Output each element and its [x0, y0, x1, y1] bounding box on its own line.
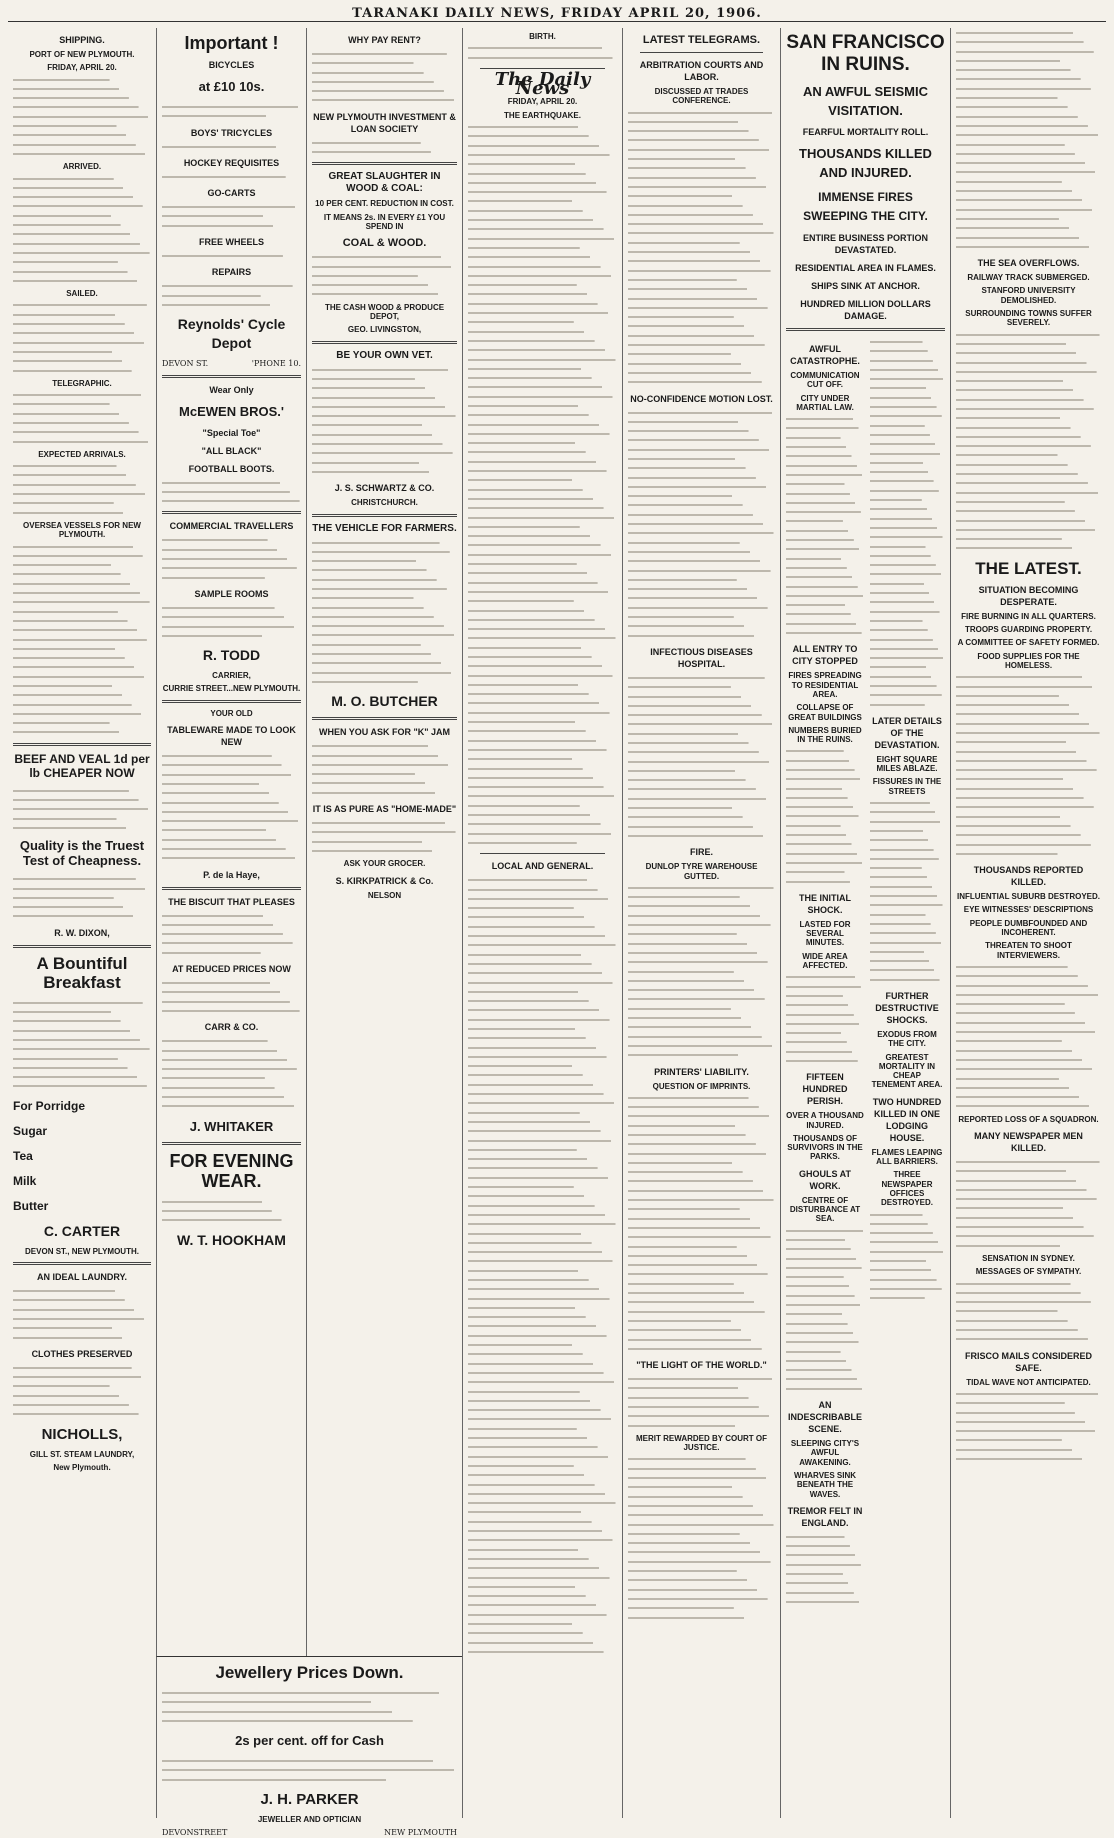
- biscuit-heading: THE BISCUIT THAT PLEASES: [168, 896, 295, 907]
- sailed-heading: SAILED.: [66, 289, 98, 299]
- phone-label: 'PHONE 10.: [251, 359, 301, 369]
- newspaper-text: [956, 1157, 1101, 1250]
- expected-text: [13, 461, 151, 517]
- divider: [13, 945, 151, 948]
- wheels-heading: FREE WHEELS: [198, 237, 264, 248]
- troops-heading: TROOPS GUARDING PROPERTY.: [964, 625, 1093, 635]
- arbitration-heading: ARBITRATION COURTS AND LABOR.: [639, 60, 764, 82]
- depot-name: THE CASH WOOD & PRODUCE DEPOT,: [324, 302, 445, 322]
- tableware-text: [162, 751, 301, 863]
- mcewen-heading: McEWEN BROS.': [179, 403, 284, 419]
- commercial-heading: COMMERCIAL TRAVELLERS: [169, 521, 294, 532]
- divider: [640, 52, 763, 53]
- bicycles-text: [162, 102, 301, 121]
- light-heading: "THE LIGHT OF THE WORLD.": [636, 1360, 767, 1371]
- noconfidence-heading: NO-CONFIDENCE MOTION LOST.: [630, 393, 773, 404]
- entry-text: [786, 746, 864, 885]
- local-text: [468, 875, 617, 1656]
- gocarts-text: [162, 202, 301, 230]
- haye-name: P. de la Haye,: [203, 869, 260, 880]
- earthquake-heading: THE EARTHQUAKE.: [504, 110, 581, 120]
- parker-town: NEW PLYMOUTH: [384, 1828, 457, 1838]
- parker-name: J. H. PARKER: [260, 1791, 359, 1809]
- initial-heading: THE INITIAL SHOCK.: [799, 892, 851, 915]
- ships-headline: SHIPS SINK AT ANCHOR.: [811, 281, 920, 291]
- ownvet-heading: BE YOUR OWN VET.: [336, 349, 433, 361]
- sample-text: [162, 603, 301, 640]
- hundred-headline: HUNDRED MILLION DOLLARS DAMAGE.: [800, 299, 931, 321]
- eyewitness-heading: EYE WITNESSES' DESCRIPTIONS: [963, 905, 1094, 915]
- schwartz-city: CHRISTCHURCH.: [351, 498, 418, 508]
- tremor-heading: TREMOR FELT IN ENGLAND.: [787, 1505, 863, 1528]
- infectious-heading: INFECTIOUS DISEASES HOSPITAL.: [650, 646, 753, 669]
- commercial-text: [162, 535, 301, 581]
- initial-text: [786, 972, 864, 1065]
- allblack-heading: "ALL BLACK": [201, 445, 262, 456]
- surrounding-heading: SURROUNDING TOWNS SUFFER SEVERELY.: [965, 309, 1092, 328]
- evening-heading: FOR EVENING WEAR.: [169, 1150, 294, 1191]
- porridge-label: For Porridge: [13, 1098, 86, 1113]
- important-heading: Important !: [184, 33, 279, 53]
- tea-label: Tea: [13, 1148, 33, 1163]
- daily-news-title: The Daily News: [494, 68, 591, 100]
- column-7: [950, 28, 1106, 1818]
- latest-heading: LATEST TELEGRAMS.: [642, 34, 761, 46]
- parker-sub: JEWELLER AND OPTICIAN: [257, 1815, 362, 1825]
- breakfast-text: [13, 998, 151, 1091]
- beef-ad-text: [13, 786, 151, 832]
- carrier-address: CURRIE STREET...NEW PLYMOUTH.: [162, 684, 301, 694]
- laundry-heading: AN IDEAL LAUNDRY.: [36, 1272, 127, 1283]
- printers-heading: PRINTERS' LIABILITY.: [654, 1066, 749, 1077]
- ask-text: [312, 741, 457, 797]
- threaten-text: [956, 962, 1101, 1111]
- committee-heading: A COMMITTEE OF SAFETY FORMED.: [957, 638, 1100, 648]
- column-3: [306, 28, 462, 1818]
- tremor-text: [786, 1532, 864, 1606]
- percent-text: [162, 1756, 457, 1784]
- telegraphic-heading: TELEGRAPHIC.: [52, 378, 112, 388]
- port-heading: PORT OF NEW PLYMOUTH.: [29, 50, 135, 59]
- later-heading: LATER DETAILS OF THE DEVASTATION.: [872, 715, 942, 750]
- arrived-text: [13, 174, 151, 286]
- sailed-text: [13, 300, 151, 374]
- divider: [162, 511, 301, 514]
- sf-two-col: [786, 337, 945, 1609]
- carr-heading: CARR & CO.: [204, 1022, 259, 1033]
- carter-name: C. CARTER: [43, 1222, 121, 1239]
- newspaper-heading: MANY NEWSPAPER MEN KILLED.: [974, 1130, 1083, 1153]
- tidal-heading: TIDAL WAVE NOT ANTICIPATED.: [966, 1377, 1091, 1387]
- shipping-date: FRIDAY, APRIL 20.: [47, 63, 117, 73]
- hockey-text: [162, 172, 301, 181]
- wheels-text: [162, 251, 301, 260]
- ghouls-heading: GHOULS AT WORK.: [799, 1168, 851, 1191]
- divider: [480, 853, 605, 854]
- wear-heading: Wear Only: [209, 384, 254, 395]
- percent-heading: 2s per cent. off for Cash: [235, 1733, 384, 1749]
- flames-heading: FLAMES LEAPING ALL BARRIERS.: [871, 1147, 943, 1167]
- repairs-heading: REPAIRS: [211, 267, 252, 278]
- merit-text: [628, 1454, 775, 1621]
- sympathy-heading: MESSAGES OF SYMPATHY.: [975, 1267, 1082, 1277]
- catastrophe-text: [786, 414, 864, 637]
- reported-heading: REPORTED LOSS OF A SQUADRON.: [958, 1114, 1099, 1124]
- fissures-text: [870, 798, 944, 984]
- boys-text: [162, 142, 301, 151]
- whypay-text: [312, 49, 457, 105]
- ask-heading: WHEN YOU ASK FOR "K" JAM: [318, 727, 451, 738]
- overflows-text: [956, 330, 1101, 553]
- dunlop-heading: DUNLOP TYRE WAREHOUSE GUTTED.: [645, 862, 758, 881]
- entire-headline: ENTIRE BUSINESS PORTION DEVASTATED.: [802, 233, 928, 255]
- jewellery-text: [162, 1688, 457, 1725]
- divider: [312, 162, 457, 165]
- means-heading: IT MEANS 2s. IN EVERY £1 YOU SPEND IN: [323, 212, 446, 231]
- sugar-label: Sugar: [13, 1123, 48, 1138]
- thousands-headline: THOUSANDS KILLED AND INJURED.: [799, 146, 932, 180]
- divider: [13, 1262, 151, 1265]
- overflows-heading: THE SEA OVERFLOWS.: [977, 258, 1080, 269]
- carrier-label: CARRIER,: [212, 671, 251, 681]
- carter-address: DEVON ST., NEW PLYMOUTH.: [25, 1246, 139, 1256]
- breakfast-heading: A Bountiful Breakfast: [36, 953, 128, 992]
- reduced-text: [162, 978, 301, 1015]
- fire-heading: FIRE.: [689, 847, 713, 858]
- homemade-text: [312, 818, 457, 855]
- divider: [312, 717, 457, 720]
- column-1: [8, 28, 156, 1818]
- parker-street: DEVONSTREET: [162, 1828, 228, 1838]
- frisco-heading: FRISCO MAILS CONSIDERED SAFE.: [964, 1350, 1092, 1373]
- catastrophe-heading: AWFUL CATASTROPHE.: [790, 344, 860, 366]
- parker-footer: [162, 1828, 457, 1837]
- residential-headline: RESIDENTIAL AREA IN FLAMES.: [795, 263, 936, 273]
- kirkpatrick-name: S. KIRKPATRICK & Co.: [335, 875, 434, 886]
- nelson-label: NELSON: [367, 890, 402, 900]
- stanford-heading: STANFORD UNIVERSITY DEMOLISHED.: [981, 286, 1076, 305]
- livingston-name: GEO. LIVINGSTON,: [347, 325, 422, 335]
- quality-text: [13, 874, 151, 920]
- divider: [312, 341, 457, 344]
- bicycles-price: at £10 10s.: [198, 79, 265, 94]
- twohundred-heading: TWO HUNDRED KILLED IN ONE LODGING HOUSE.: [872, 1096, 942, 1143]
- whitaker-name: J. WHITAKER: [189, 1118, 274, 1134]
- carr-text: [162, 1036, 301, 1110]
- football-heading: FOOTBALL BOOTS.: [188, 463, 275, 474]
- printers-text: [628, 1093, 775, 1353]
- butcher-name: M. O. BUTCHER: [331, 693, 438, 710]
- fireburning-heading: FIRE BURNING IN ALL QUARTERS.: [961, 611, 1096, 621]
- dunlop-text: [628, 883, 775, 1060]
- awful-headline: AN AWFUL SEISMIC VISITATION.: [803, 84, 928, 118]
- football-text: [162, 478, 301, 506]
- column-2: [156, 28, 306, 1818]
- editorial-date: FRIDAY, APRIL 20.: [507, 97, 578, 107]
- column-4: [462, 28, 622, 1818]
- nicholls-address: GILL ST. STEAM LAUNDRY,: [29, 1449, 135, 1459]
- grocer-label: ASK YOUR GROCER.: [343, 859, 426, 869]
- merit-heading: MERIT REWARDED BY COURT OF JUSTICE.: [636, 1433, 767, 1453]
- clothes-text: [13, 1363, 151, 1419]
- earthquake-editorial: [468, 122, 617, 847]
- thelatest-heading: THE LATEST.: [975, 558, 1082, 578]
- slaughter-heading: GREAT SLAUGHTER IN WOOD & COAL:: [328, 171, 441, 195]
- society-heading: NEW PLYMOUTH INVESTMENT & LOAN SOCIETY: [313, 111, 456, 134]
- boys-heading: BOYS' TRICYCLES: [190, 127, 273, 138]
- reduction-heading: 10 PER CENT. REDUCTION IN COST.: [315, 199, 454, 209]
- sf-right-text: [870, 337, 944, 709]
- tide-table: [13, 75, 151, 159]
- divider: [13, 743, 151, 746]
- greatest-heading: GREATEST MORTALITY IN CHEAP TENEMENT AREA.: [871, 1052, 943, 1090]
- discussed-heading: DISCUSSED AT TRADES CONFERENCE.: [654, 87, 749, 106]
- whypay-heading: WHY PAY RENT?: [348, 35, 421, 45]
- thousands-reported-heading: THOUSANDS REPORTED KILLED.: [973, 865, 1084, 888]
- column-5: [622, 28, 780, 1818]
- three-heading: THREE NEWSPAPER OFFICES DESTROYED.: [880, 1170, 933, 1208]
- divider: [162, 1142, 301, 1145]
- arrived-heading: ARRIVED.: [62, 162, 102, 172]
- arbitration-text: [628, 108, 775, 387]
- sleeping-heading: SLEEPING CITY'S AWFUL AWAKENING.: [790, 1439, 860, 1467]
- cutoff-heading: COMMUNICATION CUT OFF.: [790, 371, 860, 390]
- society-text: [312, 138, 457, 157]
- immense-headline: IMMENSE FIRES SWEEPING THE CITY.: [803, 190, 928, 223]
- underlaw-heading: CITY UNDER MARTIAL LAW.: [796, 393, 854, 412]
- fearful-headline: FEARFUL MORTALITY ROLL.: [802, 127, 929, 137]
- dumbfounded-heading: PEOPLE DUMBFOUNDED AND INCOHERENT.: [969, 918, 1088, 938]
- fissures-heading: FISSURES IN THE STREETS: [872, 777, 942, 796]
- birth-heading: BIRTH.: [529, 32, 556, 41]
- repairs-text: [162, 281, 301, 309]
- oversea-text: [13, 542, 151, 737]
- situation-heading: SITUATION BECOMING DESPERATE.: [978, 584, 1079, 607]
- shipping-heading: SHIPPING.: [59, 35, 105, 45]
- reynolds-heading: Reynolds' Cycle Depot: [177, 316, 286, 352]
- lasted-heading: LASTED FOR SEVERAL MINUTES.: [799, 919, 851, 948]
- coalwood-heading: COAL & WOOD.: [342, 237, 427, 250]
- spreading-heading: FIRES SPREADING TO RESIDENTIAL AREA.: [788, 671, 862, 699]
- infectious-text: [628, 673, 775, 840]
- vehicle-heading: THE VEHICLE FOR FARMERS.: [312, 522, 457, 534]
- birth-text: [468, 43, 617, 62]
- nicholls-town: New Plymouth.: [53, 1462, 111, 1472]
- column-6: [780, 28, 950, 1818]
- sympathy-text: [956, 1279, 1101, 1344]
- reynolds-footer: [162, 359, 301, 368]
- sensation-heading: SENSATION IN SYDNEY.: [982, 1253, 1075, 1263]
- devon-label: DEVON ST.: [162, 359, 209, 369]
- indescribable-heading: AN INDESCRIBABLE SCENE.: [787, 1400, 862, 1435]
- railway-heading: RAILWAY TRACK SUBMERGED.: [967, 273, 1090, 283]
- schwartz-name: J. S. SCHWARTZ & CO.: [334, 483, 435, 494]
- butter-label: Butter: [13, 1198, 49, 1213]
- over-heading: OVER A THOUSAND INJURED.: [786, 1111, 864, 1130]
- beef-ad-heading: BEEF AND VEAL 1d per lb CHEAPER NOW: [14, 751, 150, 780]
- centre-heading: CENTRE OF DISTURBANCE AT SEA.: [789, 1195, 861, 1224]
- todd-name: R. TODD: [202, 647, 261, 664]
- gocarts-heading: GO-CARTS: [207, 188, 256, 199]
- survivors-heading: THOUSANDS OF SURVIVORS IN THE PARKS.: [787, 1133, 863, 1162]
- hookham-name: W. T. HOOKHAM: [177, 1231, 286, 1248]
- tableware-heading: TABLEWARE MADE TO LOOK NEW: [167, 725, 296, 748]
- fifteen-heading: FIFTEEN HUNDRED PERISH.: [802, 1072, 848, 1107]
- expected-heading: EXPECTED ARRIVALS.: [38, 449, 126, 459]
- divider: [786, 328, 945, 331]
- evening-text: [162, 1197, 301, 1225]
- noconfidence-text: [628, 408, 775, 640]
- reduced-heading: AT REDUCED PRICES NOW: [172, 964, 291, 975]
- divider: [162, 887, 301, 890]
- food-heading: FOOD SUPPLIES FOR THE HOMELESS.: [977, 651, 1080, 670]
- sf-headline: SAN FRANCISCO IN RUINS.: [786, 32, 945, 75]
- tidal-text: [956, 1389, 1101, 1463]
- dixon-name: R. W. DIXON,: [54, 927, 110, 938]
- masthead: TARANAKI DAILY NEWS, FRIDAY APRIL 20, 1906.: [8, 6, 1106, 22]
- latest-text: [956, 672, 1101, 858]
- influential-heading: INFLUENTIAL SUBURB DESTROYED.: [957, 892, 1100, 902]
- quality-heading: Quality is the Truest Test of Cheapness.: [19, 838, 145, 869]
- col7-intro-text: [956, 28, 1101, 251]
- wharves-heading: WHARVES SINK BENEATH THE WAVES.: [793, 1470, 857, 1499]
- clothes-heading: CLOTHES PRESERVED: [31, 1348, 133, 1359]
- telegraphic-text: [13, 390, 151, 446]
- milk-label: Milk: [13, 1173, 37, 1188]
- nicholls-name: NICHOLLS,: [41, 1425, 123, 1443]
- further-text: [870, 1210, 944, 1303]
- sf-left-col: [786, 337, 864, 1609]
- eight-heading: EIGHT SQUARE MILES ABLAZE.: [876, 754, 938, 774]
- vehicle-text: [312, 538, 457, 687]
- question-heading: QUESTION OF IMPRINTS.: [652, 1081, 751, 1091]
- exodus-heading: EXODUS FROM THE CITY.: [877, 1030, 937, 1049]
- divider: [162, 375, 301, 378]
- jewellery-ad: [156, 1656, 462, 1838]
- divider: [312, 514, 457, 517]
- old-label: YOUR OLD: [210, 708, 253, 718]
- entry-heading: ALL ENTRY TO CITY STOPPED: [792, 644, 858, 667]
- threaten-heading: THREATEN TO SHOOT INTERVIEWERS.: [985, 941, 1072, 960]
- sample-heading: SAMPLE ROOMS: [194, 588, 269, 599]
- special-heading: "Special Toe": [202, 427, 261, 438]
- local-heading: LOCAL AND GENERAL.: [491, 861, 594, 872]
- biscuit-text: [162, 911, 301, 957]
- centre-text: [786, 1226, 864, 1393]
- further-heading: FURTHER DESTRUCTIVE SHOCKS.: [875, 991, 939, 1025]
- newspaper-page: [8, 6, 1106, 1838]
- numbers-heading: NUMBERS BURIED IN THE RUINS.: [788, 725, 862, 745]
- divider: [162, 700, 301, 703]
- light-text: [628, 1374, 775, 1430]
- wide-heading: WIDE AREA AFFECTED.: [802, 951, 848, 971]
- jewellery-heading: Jewellery Prices Down.: [215, 1663, 404, 1682]
- homemade-heading: IT IS AS PURE AS "HOME-MADE": [312, 804, 457, 815]
- oversea-heading: OVERSEA VESSELS FOR NEW PLYMOUTH.: [23, 520, 141, 540]
- sf-right-col: [870, 337, 944, 1609]
- ownvet-text: [312, 365, 457, 477]
- hockey-heading: HOCKEY REQUISITES: [183, 157, 280, 168]
- bicycles-heading: BICYCLES: [208, 60, 255, 70]
- coalwood-text: [312, 252, 457, 298]
- collapse-heading: COLLAPSE OF GREAT BUILDINGS: [788, 703, 862, 722]
- laundry-text: [13, 1286, 151, 1342]
